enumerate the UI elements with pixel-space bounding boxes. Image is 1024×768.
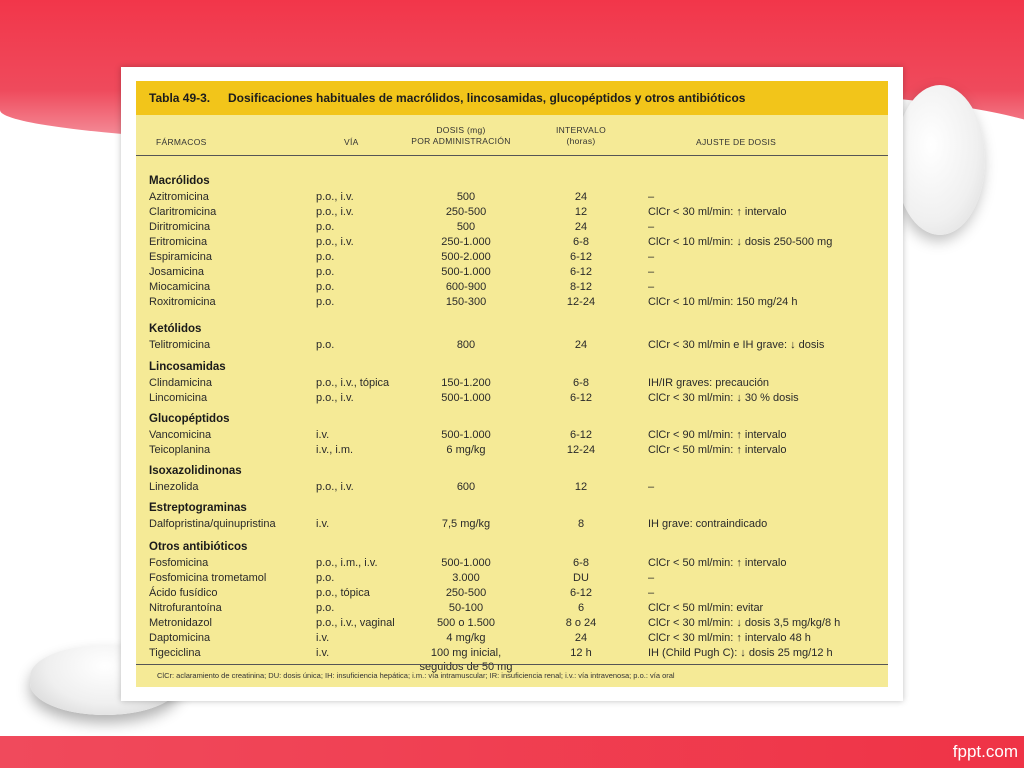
dose-cell: 500-1.000 <box>441 392 491 404</box>
drug-cell: Claritromicina <box>149 206 217 218</box>
via-cell: p.o., i.v. <box>316 392 354 404</box>
table-row <box>136 221 888 235</box>
adjust-cell: ClCr < 30 ml/min: ↓ dosis 3,5 mg/kg/8 h <box>648 617 841 629</box>
drug-cell: Metronidazol <box>149 617 212 629</box>
table-row <box>136 587 888 601</box>
drug-cell: Daptomicina <box>149 632 211 644</box>
drug-cell: Lincomicina <box>149 392 208 404</box>
drug-cell: Ácido fusídico <box>149 587 218 599</box>
via-cell: p.o., i.v. <box>316 236 354 248</box>
table-row <box>136 266 888 280</box>
section-title: Glucopéptidos <box>149 413 230 425</box>
interval-cell: 12 <box>574 481 588 493</box>
table-sheet <box>136 81 888 687</box>
dose-cell: 150-1.200 <box>441 377 491 389</box>
via-cell: p.o., i.m., i.v. <box>316 557 378 569</box>
table-row <box>136 557 888 571</box>
dose-cell: 100 mg inicial, <box>430 647 502 659</box>
header-interval-line1: INTERVALO <box>555 125 607 135</box>
dose-cell: 4 mg/kg <box>446 632 486 644</box>
table-card <box>121 67 903 701</box>
table-row <box>136 251 888 265</box>
drug-cell: Azitromicina <box>149 191 209 203</box>
interval-cell: 6-12 <box>569 392 593 404</box>
via-cell: p.o. <box>316 602 335 614</box>
dose-cell: 3.000 <box>452 572 480 584</box>
header-adjust: AJUSTE DE DOSIS <box>696 137 777 147</box>
drug-cell: Josamicina <box>149 266 205 278</box>
drug-cell: Diritromicina <box>149 221 211 233</box>
via-cell: p.o. <box>316 266 335 278</box>
drug-cell: Espiramicina <box>149 251 212 263</box>
dose-cell: 600-900 <box>445 281 487 293</box>
section-title: Ketólidos <box>149 323 202 335</box>
drug-cell: Dalfopristina/quinupristina <box>149 518 276 530</box>
drug-cell: Clindamicina <box>149 377 212 389</box>
via-cell: p.o. <box>316 221 335 233</box>
adjust-cell: IH (Child Pugh C): ↓ dosis 25 mg/12 h <box>648 647 833 659</box>
drug-cell: Telitromicina <box>149 339 211 351</box>
table-row <box>136 281 888 295</box>
adjust-cell: – <box>648 587 655 599</box>
adjust-cell: – <box>648 481 655 493</box>
table-number: Tabla 49-3. <box>149 91 211 105</box>
adjust-cell: – <box>648 266 655 278</box>
dose-cell: 250-1.000 <box>441 236 491 248</box>
drug-cell: Tigeciclina <box>149 647 201 659</box>
header-interval-line2: (horas) <box>566 136 596 146</box>
via-cell: p.o., i.v. <box>316 206 354 218</box>
via-cell: i.v. <box>316 429 330 441</box>
dose-cell: 250-500 <box>445 587 487 599</box>
interval-cell: 6-12 <box>569 429 593 441</box>
drug-cell: Eritromicina <box>149 236 208 248</box>
dose-cell: 600 <box>456 481 476 493</box>
drug-cell: Fosfomicina <box>149 557 209 569</box>
table-row <box>136 392 888 406</box>
table-row <box>136 191 888 205</box>
table-row <box>136 296 888 310</box>
table-row <box>136 572 888 586</box>
dose-cell: 150-300 <box>445 296 487 308</box>
table-row <box>136 444 888 458</box>
interval-cell: 24 <box>574 221 588 233</box>
adjust-cell: ClCr < 10 ml/min: 150 mg/24 h <box>648 296 798 308</box>
adjust-cell: – <box>648 251 655 263</box>
header-via: VÍA <box>344 137 359 147</box>
header-dose-line2: POR ADMINISTRACIÓN <box>411 136 511 146</box>
adjust-cell: ClCr < 30 ml/min: ↑ intervalo <box>648 206 787 218</box>
table-title: Dosificaciones habituales de macrólidos, lincosamidas, glucopéptidos y otros antibióticos <box>228 91 746 105</box>
dose-cell: 500-1.000 <box>441 266 491 278</box>
via-cell: p.o. <box>316 251 335 263</box>
drug-cell: Nitrofurantoína <box>149 602 222 614</box>
via-cell: p.o. <box>316 339 335 351</box>
dose-cell: 500 <box>456 221 476 233</box>
interval-cell: 8 <box>577 518 585 530</box>
background-bottom-band <box>0 736 1024 768</box>
drug-cell: Miocamicina <box>149 281 211 293</box>
adjust-cell: ClCr < 90 ml/min: ↑ intervalo <box>648 429 787 441</box>
interval-cell: 8-12 <box>569 281 593 293</box>
drug-cell: Fosfomicina trometamol <box>149 572 267 584</box>
table-row <box>136 617 888 631</box>
dose-cell: 500 <box>456 191 476 203</box>
interval-cell: 12 <box>574 206 588 218</box>
interval-cell: 8 o 24 <box>565 617 597 629</box>
interval-cell: 6-8 <box>573 377 589 389</box>
table-row <box>136 206 888 220</box>
header-dose <box>401 125 521 147</box>
header-drug: FÁRMACOS <box>156 137 207 147</box>
interval-cell: 24 <box>574 191 588 203</box>
table-title-bar <box>136 81 888 115</box>
dose-cell: 500-2.000 <box>441 251 491 263</box>
interval-cell: 12-24 <box>566 444 596 456</box>
table-row <box>136 647 888 673</box>
via-cell: i.v. <box>316 632 330 644</box>
adjust-cell: ClCr < 50 ml/min: evitar <box>648 602 764 614</box>
footer-brand: fppt.com <box>952 742 1018 761</box>
via-cell: p.o. <box>316 572 335 584</box>
interval-cell: 6-12 <box>569 587 593 599</box>
table-header <box>136 121 888 156</box>
table-row <box>136 236 888 250</box>
dose-cell: 6 mg/kg <box>446 444 486 456</box>
table-row <box>136 481 888 495</box>
drug-cell: Teicoplanina <box>149 444 211 456</box>
adjust-cell: – <box>648 281 655 293</box>
drug-cell: Vancomicina <box>149 429 212 441</box>
via-cell: i.v. <box>316 518 330 530</box>
via-cell: i.v. <box>316 647 330 659</box>
interval-cell: 6-12 <box>569 266 593 278</box>
section-title: Estreptograminas <box>149 502 247 514</box>
adjust-cell: – <box>648 221 655 233</box>
table-row <box>136 429 888 443</box>
dose-cell: 50-100 <box>448 602 484 614</box>
footnote-divider <box>136 664 888 665</box>
table-footnote: ClCr: aclaramiento de creatinina; DU: dosis única; IH: insuficiencia hepática; i.m.: vía intramuscular; IR: insuficiencia renal; i.v.: vía intravenosa; p.o.: vía oral <box>157 671 675 680</box>
section-title: Otros antibióticos <box>149 541 248 553</box>
drug-cell: Linezolida <box>149 481 199 493</box>
interval-cell: 6-8 <box>573 557 589 569</box>
interval-cell: 24 <box>574 339 588 351</box>
pill-image-right <box>895 85 985 235</box>
table-row <box>136 602 888 616</box>
via-cell: p.o., i.v. <box>316 481 354 493</box>
table-row <box>136 632 888 646</box>
interval-cell: 6-12 <box>569 251 593 263</box>
table-row <box>136 377 888 391</box>
dose-cell: 800 <box>456 339 476 351</box>
table-row <box>136 518 888 532</box>
table-row <box>136 339 888 353</box>
interval-cell: 24 <box>574 632 588 644</box>
section-title: Isoxazolidinonas <box>149 465 242 477</box>
adjust-cell: ClCr < 30 ml/min: ↓ 30 % dosis <box>648 392 799 404</box>
via-cell: p.o., tópica <box>316 587 370 599</box>
adjust-cell: ClCr < 30 ml/min: ↑ intervalo 48 h <box>648 632 811 644</box>
adjust-cell: ClCr < 30 ml/min e IH grave: ↓ dosis <box>648 339 825 351</box>
interval-cell: 12-24 <box>566 296 596 308</box>
via-cell: p.o., i.v. <box>316 191 354 203</box>
section-title: Lincosamidas <box>149 361 226 373</box>
dose-cell: 500 o 1.500 <box>436 617 496 629</box>
via-cell: p.o. <box>316 296 335 308</box>
drug-cell: Roxitromicina <box>149 296 216 308</box>
adjust-cell: IH/IR graves: precaución <box>648 377 770 389</box>
adjust-cell: ClCr < 50 ml/min: ↑ intervalo <box>648 444 787 456</box>
dose-cell: 250-500 <box>445 206 487 218</box>
via-cell: p.o., i.v., vaginal <box>316 617 395 629</box>
adjust-cell: IH grave: contraindicado <box>648 518 768 530</box>
interval-cell: 12 h <box>570 647 592 659</box>
dose-cell: 500-1.000 <box>441 429 491 441</box>
via-cell: p.o., i.v., tópica <box>316 377 390 389</box>
adjust-cell: ClCr < 50 ml/min: ↑ intervalo <box>648 557 787 569</box>
interval-cell: 6 <box>577 602 585 614</box>
header-interval <box>541 125 621 147</box>
via-cell: p.o. <box>316 281 335 293</box>
section-title: Macrólidos <box>149 175 210 187</box>
via-cell: i.v., i.m. <box>316 444 354 456</box>
adjust-cell: – <box>648 191 655 203</box>
dose-cell: 7,5 mg/kg <box>441 518 491 530</box>
dose-cell-line2: seguidos de 50 mg <box>419 661 513 673</box>
adjust-cell: – <box>648 572 655 584</box>
interval-cell: 6-8 <box>573 236 589 248</box>
dose-cell: 500-1.000 <box>441 557 491 569</box>
interval-cell: DU <box>573 572 589 584</box>
header-dose-line1: DOSIS (mg) <box>436 125 486 135</box>
adjust-cell: ClCr < 10 ml/min: ↓ dosis 250-500 mg <box>648 236 833 248</box>
